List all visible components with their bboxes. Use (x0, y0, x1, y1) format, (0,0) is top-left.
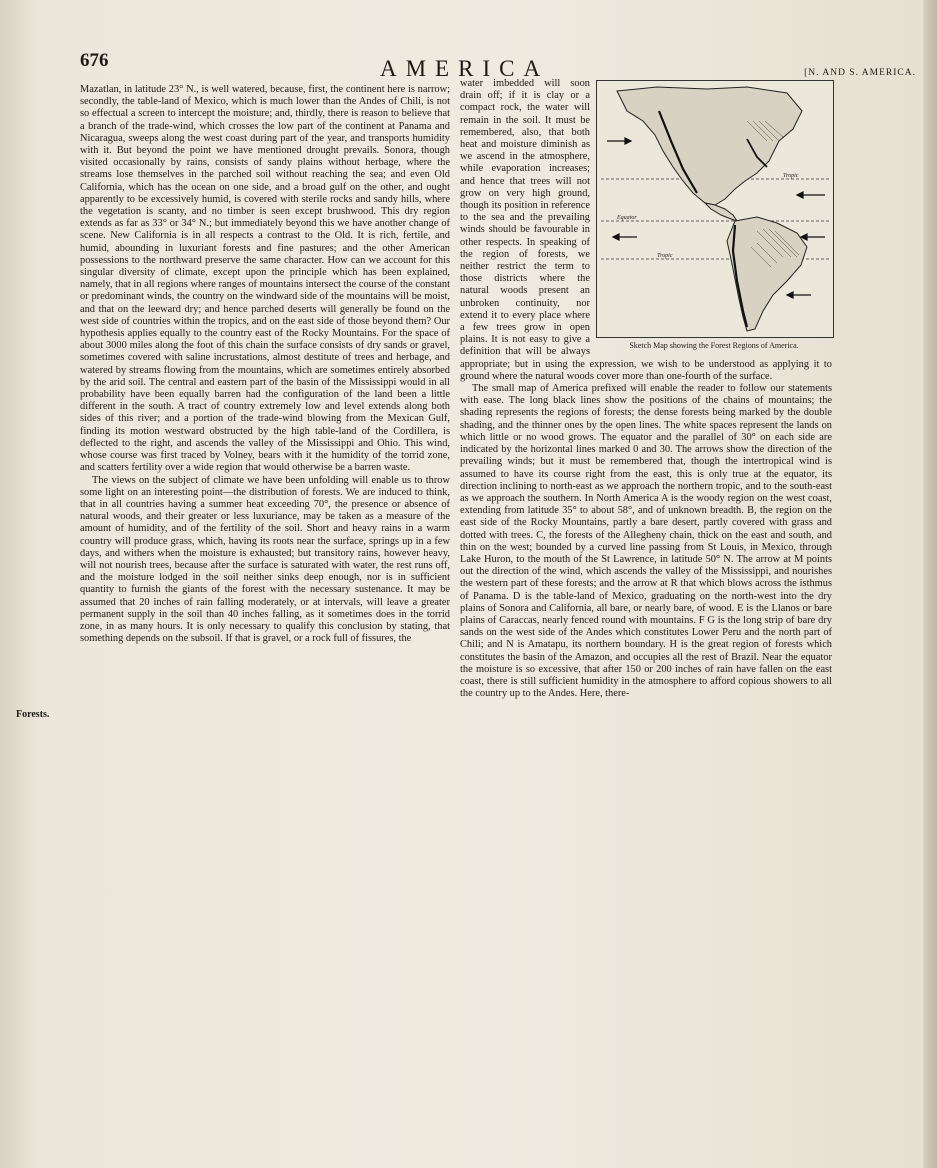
paragraph: The small map of America prefixed will enable the reader to follow our statements with ease. The long black lines show the positions of the chains of mountains; the shading represents the regions of forests; the dense forests being marked by the double shading, and the thinner ones by the open lines. The white spaces represent the lands on which little or no wood grows. The equator and the parallel of 30° on each side are indicated by the horizontal lines marked 0 and 30. The arrows show the direction of the prevailing winds; but it must be remembered that, though the intertropical wind is assumed to have its course right from the east, this is only true at the equator, its direction inclining to north-east as we approach the northern tropic, and to the south-east as we approach the southern. In North America A is the woody region on the west coast, extending from latitude 35° to about 58°, and of unknown breadth. B, the region on the east side of the Rocky Mountains, partly a bare desert, partly covered with grass and dotted with trees. C, the forests of the Allegheny chain, thick on the east and south, and thin on the west; bounded by a curved line passing from St Louis, in Mexico, through Lake Huron, to the mouth of the St Lawrence, in latitude 50° N. The arrow at M points out the direction of the wind, which ascends the valley of the Mississippi, and nourishes the western part of these forests; and the arrow at R that which blows across the isthmus of Panama. D is the table-land of Mexico, graduating on the north-west into the dry plains of Sonora and California, all bare, or nearly bare, of wood. E is the Llanos or bare plains of Caraccas, nearly fenced round with mountains. F G is the long strip of bare dry sands on the west side of the Andes which constitutes Lower Peru and the north part of Chili; and N is Amatapu, its northern boundary. H is the great region of forests which constitutes the basin of the Amazon, and occupies all the rest of Brazil. Near the equator the moisture is so excessive, that after 150 or 200 inches of rain have fallen on the east coast, there is still sufficient humidity in the atmosphere to afford copious showers to all the country up to the Andes. Here, there- (460, 383, 832, 700)
figure-caption: Sketch Map showing the Forest Regions of America. (629, 341, 799, 350)
map-label-tropic-south: Tropic (657, 253, 673, 259)
section-title: [N. AND S. AMERICA. (804, 68, 916, 78)
page-number: 676 (80, 50, 109, 71)
forest-map-figure (596, 80, 832, 351)
margin-note-forests: Forests. (16, 709, 50, 720)
paragraph: Mazatlan, in latitude 23° N., is well watered, because, first, the continent here is narrow; secondly, the table-land of Mexico, which is much lower than the Andes of Chili, is not so effectual a screen to intercept the moisture; and, thirdly, there is reason to believe that a branch of the trade-wind, which crosses the low part of the continent at Panama and Nicaragua, sweeps along the west coast during part of the year, and transports humidity with it. But beyond the point we have mentioned drought prevails. Sonora, though visited occasionally by rains, consists of sandy plains without herbage, where the streams lose themselves in the parched soil without reaching the sea; and even Old California, which has the ocean on one side, and a broad gulf on the other, and ought apparently to be excessively humid, is covered with sterile rocks and sandy hills, where the vegetation is scanty, and no timber is seen except brushwood. This dry region extends as far as 33° or 34° N.; but immediately beyond this we have another change of scene. New California is in all respects a contrast to the Old. It is rich, fertile, and humid, abounding in luxuriant forests and fine pastures; and the other American possessions to the northward preserve the same character. How can we account for this singular diversity of climate, except upon the principle which has been explained, namely, that in all regions where ranges of mountains intersect the course of the constant or predominant winds, the country on the windward side of the mountains will be moist, and that on the leeward dry; and hence parched deserts will generally be found on the west side of countries within the tropics, and on the east side of those beyond them? Our hypothesis applies equally to the country east of the Rocky Mountains. For the space of about 3000 miles along the foot of this chain the surface consists of dry sands or gravel, sometimes covered with saline incrustations, almost destitute of trees and herbage, and watered by streams flowing from the mountains, which are sometimes entirely absorbed by the arid soil. The central and eastern part of the basin of the Mississippi would in all probability have been equally barren had the configuration of the land been a little different in the south. A tract of country extremely low and level extends along both sides of this river; and a portion of the trade-wind blowing from the Mexican Gulf, finding its motion westward obstructed by the high table-land of the Cordillera, is deflected to the right, and ascends the valley of the Mississippi and Ohio. This wind, whose course was first traced by Volney, bears with it the humidity of the torrid zone, and scatters fertility over a wide region that would otherwise be a barren waste. (80, 84, 450, 474)
left-column (80, 84, 450, 1144)
paragraph: water imbedded will soon drain off; if it is clay or a compact rock, the water will remain in the soil. It must be remembered, also, that both heat and moisture diminish as we ascend in the atmosphere, while evaporation increases; and hence that trees will not grow on very high ground, though its position in reference to the sea and the prevailing winds should be favourable in other respects. In speaking of the region of forests, we neither restrict the term to those districts where the natural woods present an unbroken continuity, nor extend it to every place where a few trees grow in open plains. It is not easy to give a definition that will be always appropriate; but in using the expression, we wish to be understood as applying it to ground where the natural woods cover more than one-fourth of the surface. (460, 78, 832, 382)
map-label-equator: Equator (617, 215, 637, 221)
map-label-tropic-north: Tropic (783, 173, 799, 179)
running-title: AMERICA (380, 56, 550, 81)
right-column (460, 78, 832, 1148)
page-gutter (923, 0, 937, 1168)
paragraph: The views on the subject of climate we have been unfolding will enable us to throw some light on an interesting point—the distribution of forests. We are induced to think, that in all countries having a summer heat exceeding 70°, the presence or absence of natural woods, and their greater or less luxuriance, may be taken as a measure of the amount of humidity, and of the fertility of the soil. Short and heavy rains in a warm country will produce grass, which, having its roots near the surface, springs up in a few days, and withers when the moisture is exhausted; but transitory rains, however heavy, will not nourish trees, because after the surface is saturated with water, the rest runs off, and the moisture lodged in the soil neither sinks deep enough, nor is in sufficient quantity to furnish the giants of the forest with the necessary sustenance. It may be assumed that 20 inches of rain falling moderately, or at intervals, will leave a greater permanent supply in the soil than 40 inches falling, as it sometimes does in the torrid zone, in as many hours. It is only necessary to qualify this conclusion by stating, that something depends on the subsoil. If that is gravel, or a rock full of fissures, the (80, 474, 450, 645)
forest-regions-map (596, 80, 834, 338)
